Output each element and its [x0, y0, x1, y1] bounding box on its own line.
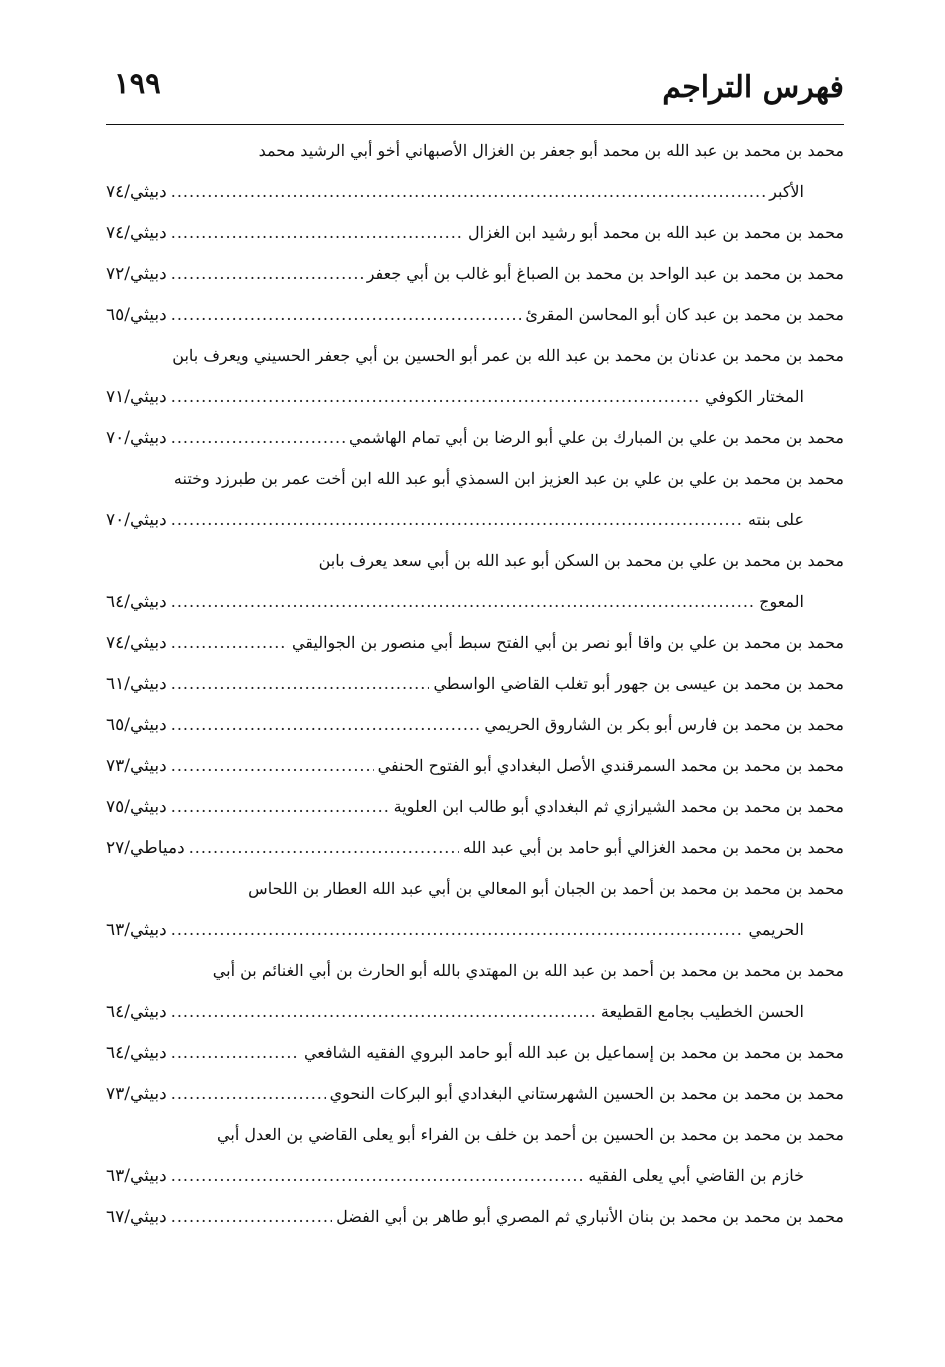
index-entry — [106, 1196, 844, 1237]
entry-line — [106, 458, 844, 499]
entry-name-text: محمد بن محمد بن علي بن علي بن عبد العزيز ابن السمذي أبو عبد الله ابن أخت عمر بن طبرزد وختنه — [173, 469, 844, 488]
entry-line — [106, 745, 844, 786]
index-entry — [106, 950, 844, 1032]
entry-line — [106, 335, 844, 376]
entry-reference: دبيثي/٧٣ — [106, 1084, 167, 1104]
entry-name-text: محمد بن محمد بن عبد الواحد بن محمد بن الصباغ أبو غالب بن أبي جعفر — [366, 264, 844, 283]
entry-reference: دبيثي/٦٤ — [106, 1002, 167, 1022]
entry-name-text: محمد بن محمد بن محمد بن أحمد بن الجبان أبو المعالي بن أبي عبد الله العطار بن اللحاس — [248, 879, 844, 898]
entry-line — [106, 1073, 844, 1114]
entry-continuation-line — [106, 499, 844, 540]
entry-name-text: محمد بن محمد بن محمد بن الحسين بن أحمد بن خلف بن الفراء أبو يعلى القاضي بن العدل أبي — [217, 1125, 844, 1144]
entry-reference: دبيثي/٧٤ — [106, 182, 167, 202]
entry-name-text: الحسن الخطيب بجامع القطيعة — [600, 1002, 804, 1021]
entry-line — [106, 1114, 844, 1155]
leader-dots — [171, 786, 390, 827]
entry-reference: دبيثي/٦٤ — [106, 592, 167, 612]
entry-continuation-line — [106, 376, 844, 417]
index-entry — [106, 1032, 844, 1073]
entry-name-text: على بنته — [748, 510, 804, 529]
index-entry — [106, 253, 844, 294]
entry-line — [106, 950, 844, 991]
index-entries-list — [106, 130, 844, 1237]
index-entry — [106, 1073, 844, 1114]
entry-reference: دبيثي/٧٤ — [106, 633, 167, 653]
leader-dots — [171, 1155, 585, 1196]
entry-reference: دبيثي/٧٠ — [106, 428, 167, 448]
leader-dots — [171, 663, 430, 704]
entry-continuation-line — [106, 171, 844, 212]
entry-name-text: محمد بن محمد بن فارس أبو بكر بن الشاروق الحريمي — [484, 715, 844, 734]
entry-name-text: محمد بن محمد بن محمد بن أحمد بن عبد الله بن المهتدي بالله أبو الحارث بن أبي الغنائم بن أبي — [212, 961, 844, 980]
entry-line — [106, 704, 844, 745]
entry-reference: دبيثي/٦٥ — [106, 715, 167, 735]
leader-dots — [171, 991, 597, 1032]
index-entry — [106, 458, 844, 540]
entry-reference: دبيثي/٦٧ — [106, 1207, 167, 1227]
entry-line — [106, 253, 844, 294]
leader-dots — [171, 212, 464, 253]
entry-line — [106, 1032, 844, 1073]
index-entry — [106, 704, 844, 745]
entry-name-text: محمد بن محمد بن محمد السمرقندي الأصل البغدادي أبو الفتوح الحنفي — [377, 756, 844, 775]
entry-reference: دبيثي/٧٣ — [106, 756, 167, 776]
entry-line — [106, 663, 844, 704]
leader-dots — [189, 827, 459, 868]
entry-name-text: محمد بن محمد بن عبد الله بن محمد أبو رشيد ابن الغزال — [468, 223, 844, 242]
page-number: ١٩٩ — [114, 66, 161, 100]
entry-name-text: محمد بن محمد بن محمد بن الحسين الشهرستاني البغدادي أبو البركات النحوي — [329, 1084, 844, 1103]
entry-reference: دمياطي/٢٧ — [106, 838, 185, 858]
entry-line — [106, 294, 844, 335]
entry-reference: دبيثي/٦٥ — [106, 305, 167, 325]
index-entry — [106, 663, 844, 704]
entry-continuation-line — [106, 581, 844, 622]
page-title: فهرس التراجم — [662, 70, 844, 105]
entry-reference: دبيثي/٧٥ — [106, 797, 167, 817]
entry-name-text: محمد بن محمد بن عبد الله بن محمد أبو جعفر بن الغزال الأصبهاني أخو أبي الرشيد محمد — [258, 141, 844, 160]
entry-reference: دبيثي/٦٣ — [106, 1166, 167, 1186]
entry-reference: دبيثي/٦١ — [106, 674, 167, 694]
entry-line — [106, 540, 844, 581]
entry-name-text: محمد بن محمد بن علي بن واقا أبو نصر بن أبي الفتح سبط أبي منصور بن الجواليقي — [291, 633, 844, 652]
leader-dots — [171, 581, 755, 622]
entry-reference: دبيثي/٧٤ — [106, 223, 167, 243]
index-entry — [106, 745, 844, 786]
entry-continuation-line — [106, 1155, 844, 1196]
entry-name-text: محمد بن محمد بن محمد الشيرازي ثم البغدادي أبو طالب ابن العلوية — [393, 797, 844, 816]
entry-name-text: محمد بن محمد بن محمد الغزالي أبو حامد بن أبي عبد الله — [462, 838, 844, 857]
index-entry — [106, 417, 844, 458]
leader-dots — [171, 622, 288, 663]
index-entry — [106, 212, 844, 253]
entry-line — [106, 417, 844, 458]
leader-dots — [171, 1196, 332, 1237]
index-entry — [106, 622, 844, 663]
leader-dots — [171, 376, 701, 417]
index-entry — [106, 786, 844, 827]
index-entry — [106, 827, 844, 868]
entry-continuation-line — [106, 991, 844, 1032]
entry-line — [106, 827, 844, 868]
entry-name-text: محمد بن محمد بن عدنان بن محمد بن عبد الله بن عمر أبو الحسين بن أبي جعفر الحسيني ويعرف بابن — [172, 346, 844, 365]
entry-name-text: المختار الكوفي — [705, 387, 804, 406]
index-entry — [106, 868, 844, 950]
leader-dots — [171, 171, 765, 212]
leader-dots — [171, 704, 481, 745]
entry-name-text: خازم بن القاضي أبي يعلى الفقيه — [588, 1166, 804, 1185]
leader-dots — [171, 909, 745, 950]
index-entry — [106, 294, 844, 335]
entry-name-text: محمد بن محمد بن محمد بن إسماعيل بن عبد الله أبو حامد البروي الفقيه الشافعي — [303, 1043, 844, 1062]
entry-reference: دبيثي/٦٣ — [106, 920, 167, 940]
entry-continuation-line — [106, 909, 844, 950]
leader-dots — [171, 294, 522, 335]
leader-dots — [171, 1073, 326, 1114]
entry-line — [106, 868, 844, 909]
entry-name-text: الحريمي — [748, 920, 804, 939]
entry-name-text: محمد بن محمد بن عبد كان أبو المحاسن المقرئ — [525, 305, 844, 324]
index-entry — [106, 335, 844, 417]
entry-name-text: محمد بن محمد بن عيسى بن جهور أبو تغلب القاضي الواسطي — [433, 674, 844, 693]
index-entry — [106, 130, 844, 212]
entry-line — [106, 622, 844, 663]
entry-reference: دبيثي/٧١ — [106, 387, 167, 407]
entry-name-text: الأكبر — [769, 182, 804, 201]
entry-reference: دبيثي/٧٢ — [106, 264, 167, 284]
leader-dots — [171, 1032, 300, 1073]
entry-reference: دبيثي/٦٤ — [106, 1043, 167, 1063]
page-header — [106, 60, 844, 125]
leader-dots — [171, 253, 363, 294]
entry-line — [106, 130, 844, 171]
entry-reference: دبيثي/٧٠ — [106, 510, 167, 530]
entry-line — [106, 1196, 844, 1237]
leader-dots — [171, 499, 744, 540]
entry-name-text: محمد بن محمد بن محمد بن بنان الأنباري ثم المصري أبو طاهر بن أبي الفضل — [336, 1207, 844, 1226]
entry-name-text: محمد بن محمد بن علي بن المبارك بن علي أبو الرضا بن أبي تمام الهاشمي — [348, 428, 844, 447]
entry-line — [106, 786, 844, 827]
index-entry — [106, 540, 844, 622]
leader-dots — [171, 745, 374, 786]
entry-name-text: محمد بن محمد بن علي بن محمد بن السكن أبو عبد الله بن أبي سعد يعرف بابن — [318, 551, 844, 570]
entry-line — [106, 212, 844, 253]
index-entry — [106, 1114, 844, 1196]
entry-name-text: المعوج — [759, 592, 804, 611]
leader-dots — [171, 417, 345, 458]
